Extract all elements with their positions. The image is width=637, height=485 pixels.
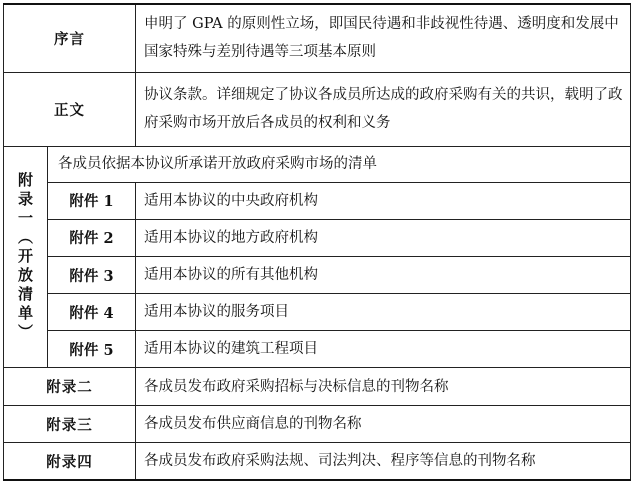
- appendix1-label-char: 一: [17, 209, 33, 228]
- appendix1-label-char: 单: [17, 304, 33, 323]
- table-row-main-text: [4, 72, 631, 146]
- preface-label: 序言: [4, 4, 136, 72]
- table-row-appendix2: [4, 368, 631, 406]
- annex-label: 附件 1: [48, 182, 136, 219]
- gpa-structure-table: [3, 3, 631, 481]
- appendix1-label-char: ︵: [17, 228, 33, 247]
- appendix1-label-char: 清: [17, 285, 33, 304]
- preface-content: 申明了 GPA 的原则性立场，即国民待遇和非歧视性待遇、透明度和发展中国家特殊与差别待遇等三项基本原则: [136, 4, 631, 72]
- annex-content: 适用本协议的所有其他机构: [136, 256, 631, 293]
- main-text-content: 协议条款。详细规定了协议各成员所达成的政府采购有关的共识，载明了政府采购市场开放后各成员的权利和义务: [136, 72, 631, 146]
- table-row-annex: [4, 182, 631, 219]
- appendix4-content: 各成员发布政府采购法规、司法判决、程序等信息的刊物名称: [136, 443, 631, 480]
- appendix1-label-char: 开: [17, 247, 33, 266]
- appendix1-label-char: 放: [17, 266, 33, 285]
- annex-label: 附件 2: [48, 219, 136, 256]
- appendix2-label: 附录二: [4, 368, 136, 406]
- appendix2-content: 各成员发布政府采购招标与决标信息的刊物名称: [136, 368, 631, 406]
- table-row-annex: [4, 331, 631, 368]
- annex-content: 适用本协议的服务项目: [136, 294, 631, 331]
- annex-label: 附件 4: [48, 294, 136, 331]
- table-row-appendix1-header: [4, 146, 631, 182]
- table-row-annex: [4, 294, 631, 331]
- table-row-annex: [4, 256, 631, 293]
- table-row-preface: [4, 4, 631, 72]
- appendix4-label: 附录四: [4, 443, 136, 480]
- annex-content: 适用本协议的建筑工程项目: [136, 331, 631, 368]
- annex-content: 适用本协议的中央政府机构: [136, 182, 631, 219]
- appendix1-label-char: 附: [17, 171, 33, 190]
- appendix1-header: 各成员依据本协议所承诺开放政府采购市场的清单: [48, 146, 631, 182]
- main-text-label: 正文: [4, 72, 136, 146]
- annex-label: 附件 3: [48, 256, 136, 293]
- annex-content: 适用本协议的地方政府机构: [136, 219, 631, 256]
- table-row-appendix4: [4, 443, 631, 480]
- appendix1-label: [4, 146, 48, 367]
- table-row-appendix3: [4, 406, 631, 443]
- appendix3-label: 附录三: [4, 406, 136, 443]
- table-row-annex: [4, 219, 631, 256]
- annex-label: 附件 5: [48, 331, 136, 368]
- appendix3-content: 各成员发布供应商信息的刊物名称: [136, 406, 631, 443]
- appendix1-label-char: 录: [17, 190, 33, 209]
- appendix1-label-char: ︶: [17, 323, 33, 342]
